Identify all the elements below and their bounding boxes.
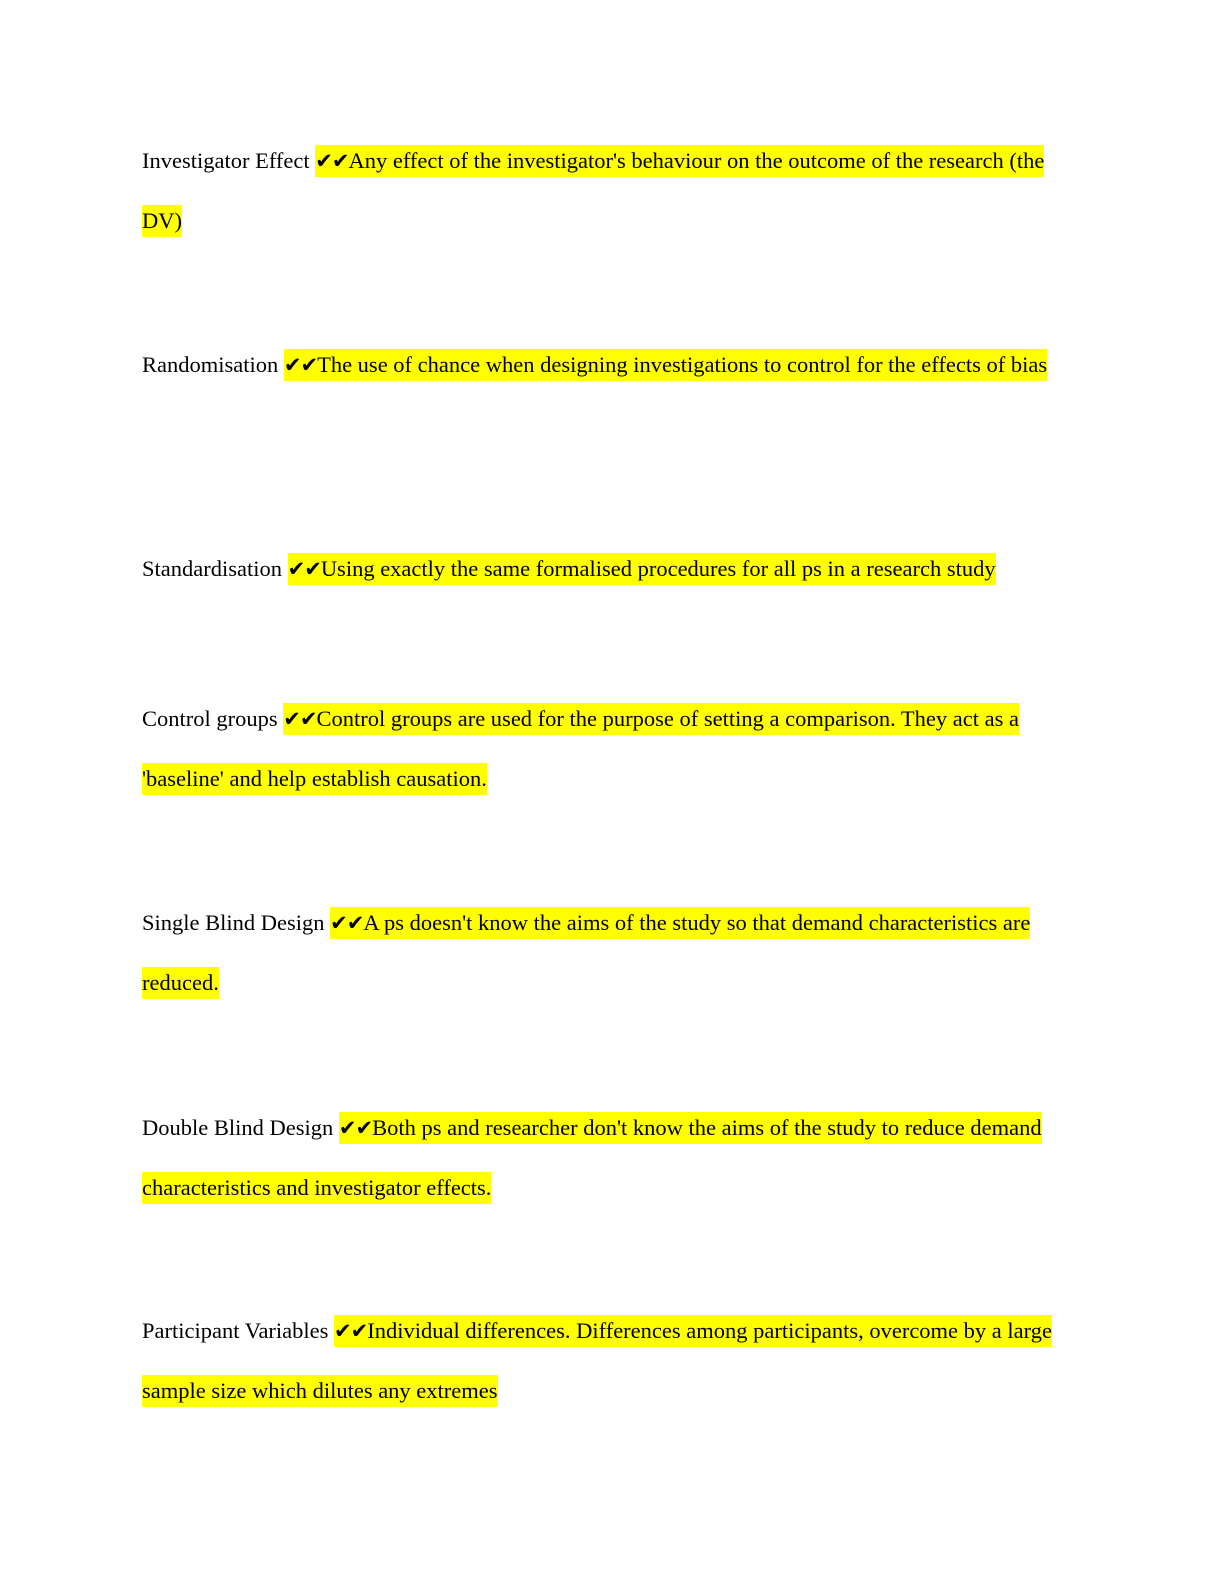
entry-term: Double Blind Design	[142, 1115, 334, 1140]
double-check-icon: ✔✔	[283, 707, 317, 731]
entry-definition-highlight	[284, 349, 1047, 381]
entry-term: Single Blind Design	[142, 910, 325, 935]
entry-definition: The use of chance when designing investigations to control for the effects of bias	[317, 352, 1048, 377]
entry-definition: Control groups are used for the purpose of setting a comparison. They act as a 'baseline' and help establish causation.	[142, 706, 1019, 791]
entry-term: Randomisation	[142, 352, 279, 377]
entry-definition: Both ps and researcher don't know the aims of the study to reduce demand characteristics and investigator effects.	[142, 1115, 1042, 1200]
double-check-icon: ✔✔	[287, 557, 321, 581]
entry-definition-highlight	[288, 553, 996, 585]
entry-definition: Any effect of the investigator's behaviour on the outcome of the research (the DV)	[142, 148, 1045, 233]
double-check-icon: ✔✔	[338, 1116, 373, 1140]
entry-definition: Using exactly the same formalised procedures for all ps in a research study	[320, 556, 996, 581]
glossary-entry	[142, 335, 1062, 395]
glossary-entry	[142, 1301, 1062, 1420]
glossary-entry	[142, 539, 1062, 599]
double-check-icon: ✔✔	[334, 1319, 368, 1343]
glossary-entry	[142, 893, 1062, 1012]
glossary-entry	[142, 1098, 1062, 1217]
entry-term: Control groups	[142, 706, 278, 731]
entry-term: Participant Variables	[142, 1318, 329, 1343]
entry-definition: Individual differences. Differences among participants, overcome by a large sample size which dilutes any extremes	[142, 1318, 1052, 1403]
double-check-icon: ✔✔	[283, 353, 318, 377]
double-check-icon: ✔✔	[330, 911, 364, 935]
glossary-entry	[142, 131, 1062, 250]
entry-term: Standardisation	[142, 556, 282, 581]
entry-definition: A ps doesn't know the aims of the study so that demand characteristics are reduced.	[142, 910, 1031, 995]
glossary-entry	[142, 689, 1062, 808]
double-check-icon: ✔✔	[315, 149, 349, 173]
entry-term: Investigator Effect	[142, 148, 310, 173]
